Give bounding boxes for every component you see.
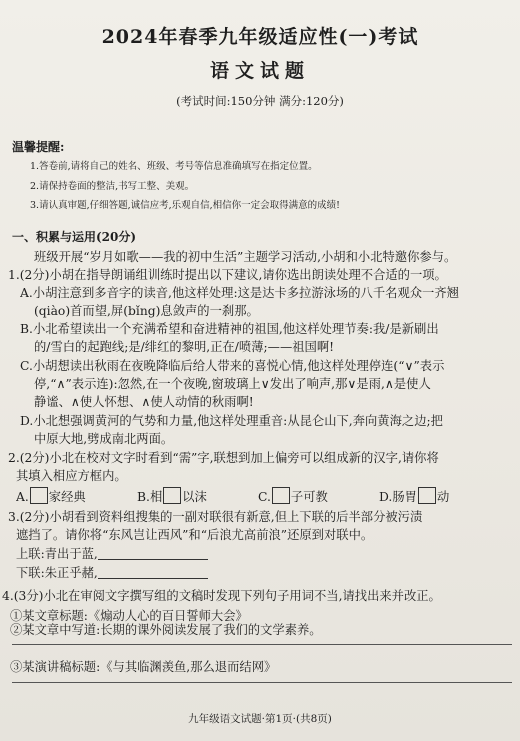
q4-sentence-2: ②某文章中写道:长期的课外阅读发展了我们的文学素养。 [10,623,322,637]
q1-option-a: A.小胡注意到多音字的读音,他这样处理:这是达卡多拉游泳场的八千名观众一齐翘 [20,286,459,300]
exam-info: (考试时间:150分钟 满分:120分) [176,94,344,108]
q1-option-b: B.小北希望读出一个充满希望和奋进精神的祖国,他这样处理节奏:我/是新刷出 [20,322,439,336]
q1-option-a-cont: (qiào)首而望,屏(bǐng)息敛声的一刹那。 [34,304,259,318]
q2-option-b-suffix: 以沫 [182,490,207,504]
q1-option-c-cont: 停,“∧”表示连):忽然,在一个夜晚,窗玻璃上∨发出了响声,那∨是雨,∧是使人 [34,377,431,391]
q2-options [16,487,510,505]
q2-option-d-suffix: 动 [436,490,450,504]
q1-stem: 1.(2分)小胡在指导朗诵组训练时提出以下建议,请你选出朗读处理不合适的一项。 [8,268,447,282]
q4-sentence-3: ③某演讲稿标题:《与其临渊羡鱼,那么退而结网》 [10,660,277,674]
q3-upper-line [16,544,510,562]
q2-option-a-suffix: 家经典 [48,490,86,504]
q1-option-d: D.小北想强调黄河的气势和力量,他这样处理重音:从昆仑山下,奔向黄海之边;把 [20,414,443,428]
answer-box[interactable] [30,487,48,504]
answer-blank[interactable] [98,566,208,579]
section-title: 一、积累与运用(20分) [12,230,137,244]
q3-stem: 3.(2分)小胡看到资料组搜集的一副对联很有新意,但上下联的后半部分被污渍 [8,510,423,524]
q2-option-c-prefix: C. [258,490,271,504]
q2-option-c-suffix: 子可教 [290,490,328,504]
answer-box[interactable] [418,487,436,504]
answer-line[interactable] [12,644,512,645]
tips-title: 温馨提醒: [12,140,65,154]
q4-stem: 4.(3分)小北在审阅文字撰写组的文稿时发现下列句子用词不当,请找出来并改正。 [2,589,441,603]
q2-stem-cont: 其填入相应方框内。 [16,469,127,483]
q3-upper-label: 上联:青出于蓝, [16,547,98,561]
q3-lower-line [16,563,510,581]
tip-item: 1.答卷前,请将自己的姓名、班级、考号等信息准确填写在指定位置。 [30,161,318,172]
answer-box[interactable] [272,487,290,504]
q1-option-c: C.小胡想读出秋雨在夜晚降临后给人带来的喜悦心情,他这样处理停连(“∨”表示 [20,359,445,373]
q1-option-c-cont: 静谧、∧使人怀想、∧使人动情的秋雨啊! [34,395,254,409]
q2-option-b-prefix: B.相 [137,490,163,504]
exam-title: 2024年春季九年级适应性(一)考试 [101,26,419,48]
answer-line[interactable] [12,682,512,683]
answer-blank[interactable] [98,547,208,560]
q3-stem-cont: 遮挡了。请你将“东风岂让西风”和“后浪尤高前浪”还原到对联中。 [16,528,374,542]
q2-option-d-prefix: D.肠胃 [379,490,417,504]
tip-item: 2.请保持卷面的整洁,书写工整、美观。 [30,181,195,192]
q4-sentence-1: ①某文章标题:《煽动人心的百日誓师大会》 [10,609,248,623]
section-intro: 班级开展“岁月如歌——我的初中生活”主题学习活动,小胡和小北特邀你参与。 [34,250,457,264]
q1-option-b-cont: 的/雪白的起跑线;是/绯红的黎明,正在/喷薄;——祖国啊! [34,340,335,354]
q2-stem: 2.(2分)小北在校对文字时看到“需”字,联想到加上偏旁可以组成新的汉字,请你将 [8,451,439,465]
page-footer: 九年级语文试题·第1页·(共8页) [188,713,332,725]
tip-item: 3.请认真审题,仔细答题,诚信应考,乐观自信,相信你一定会取得满意的成绩! [30,200,340,211]
q1-option-d-cont: 中原大地,劈成南北两面。 [34,432,174,446]
q3-lower-label: 下联:朱正乎赭, [16,566,98,580]
q2-option-a-prefix: A. [16,490,29,504]
exam-subtitle: 语文试题 [209,60,310,82]
answer-box[interactable] [163,487,181,504]
